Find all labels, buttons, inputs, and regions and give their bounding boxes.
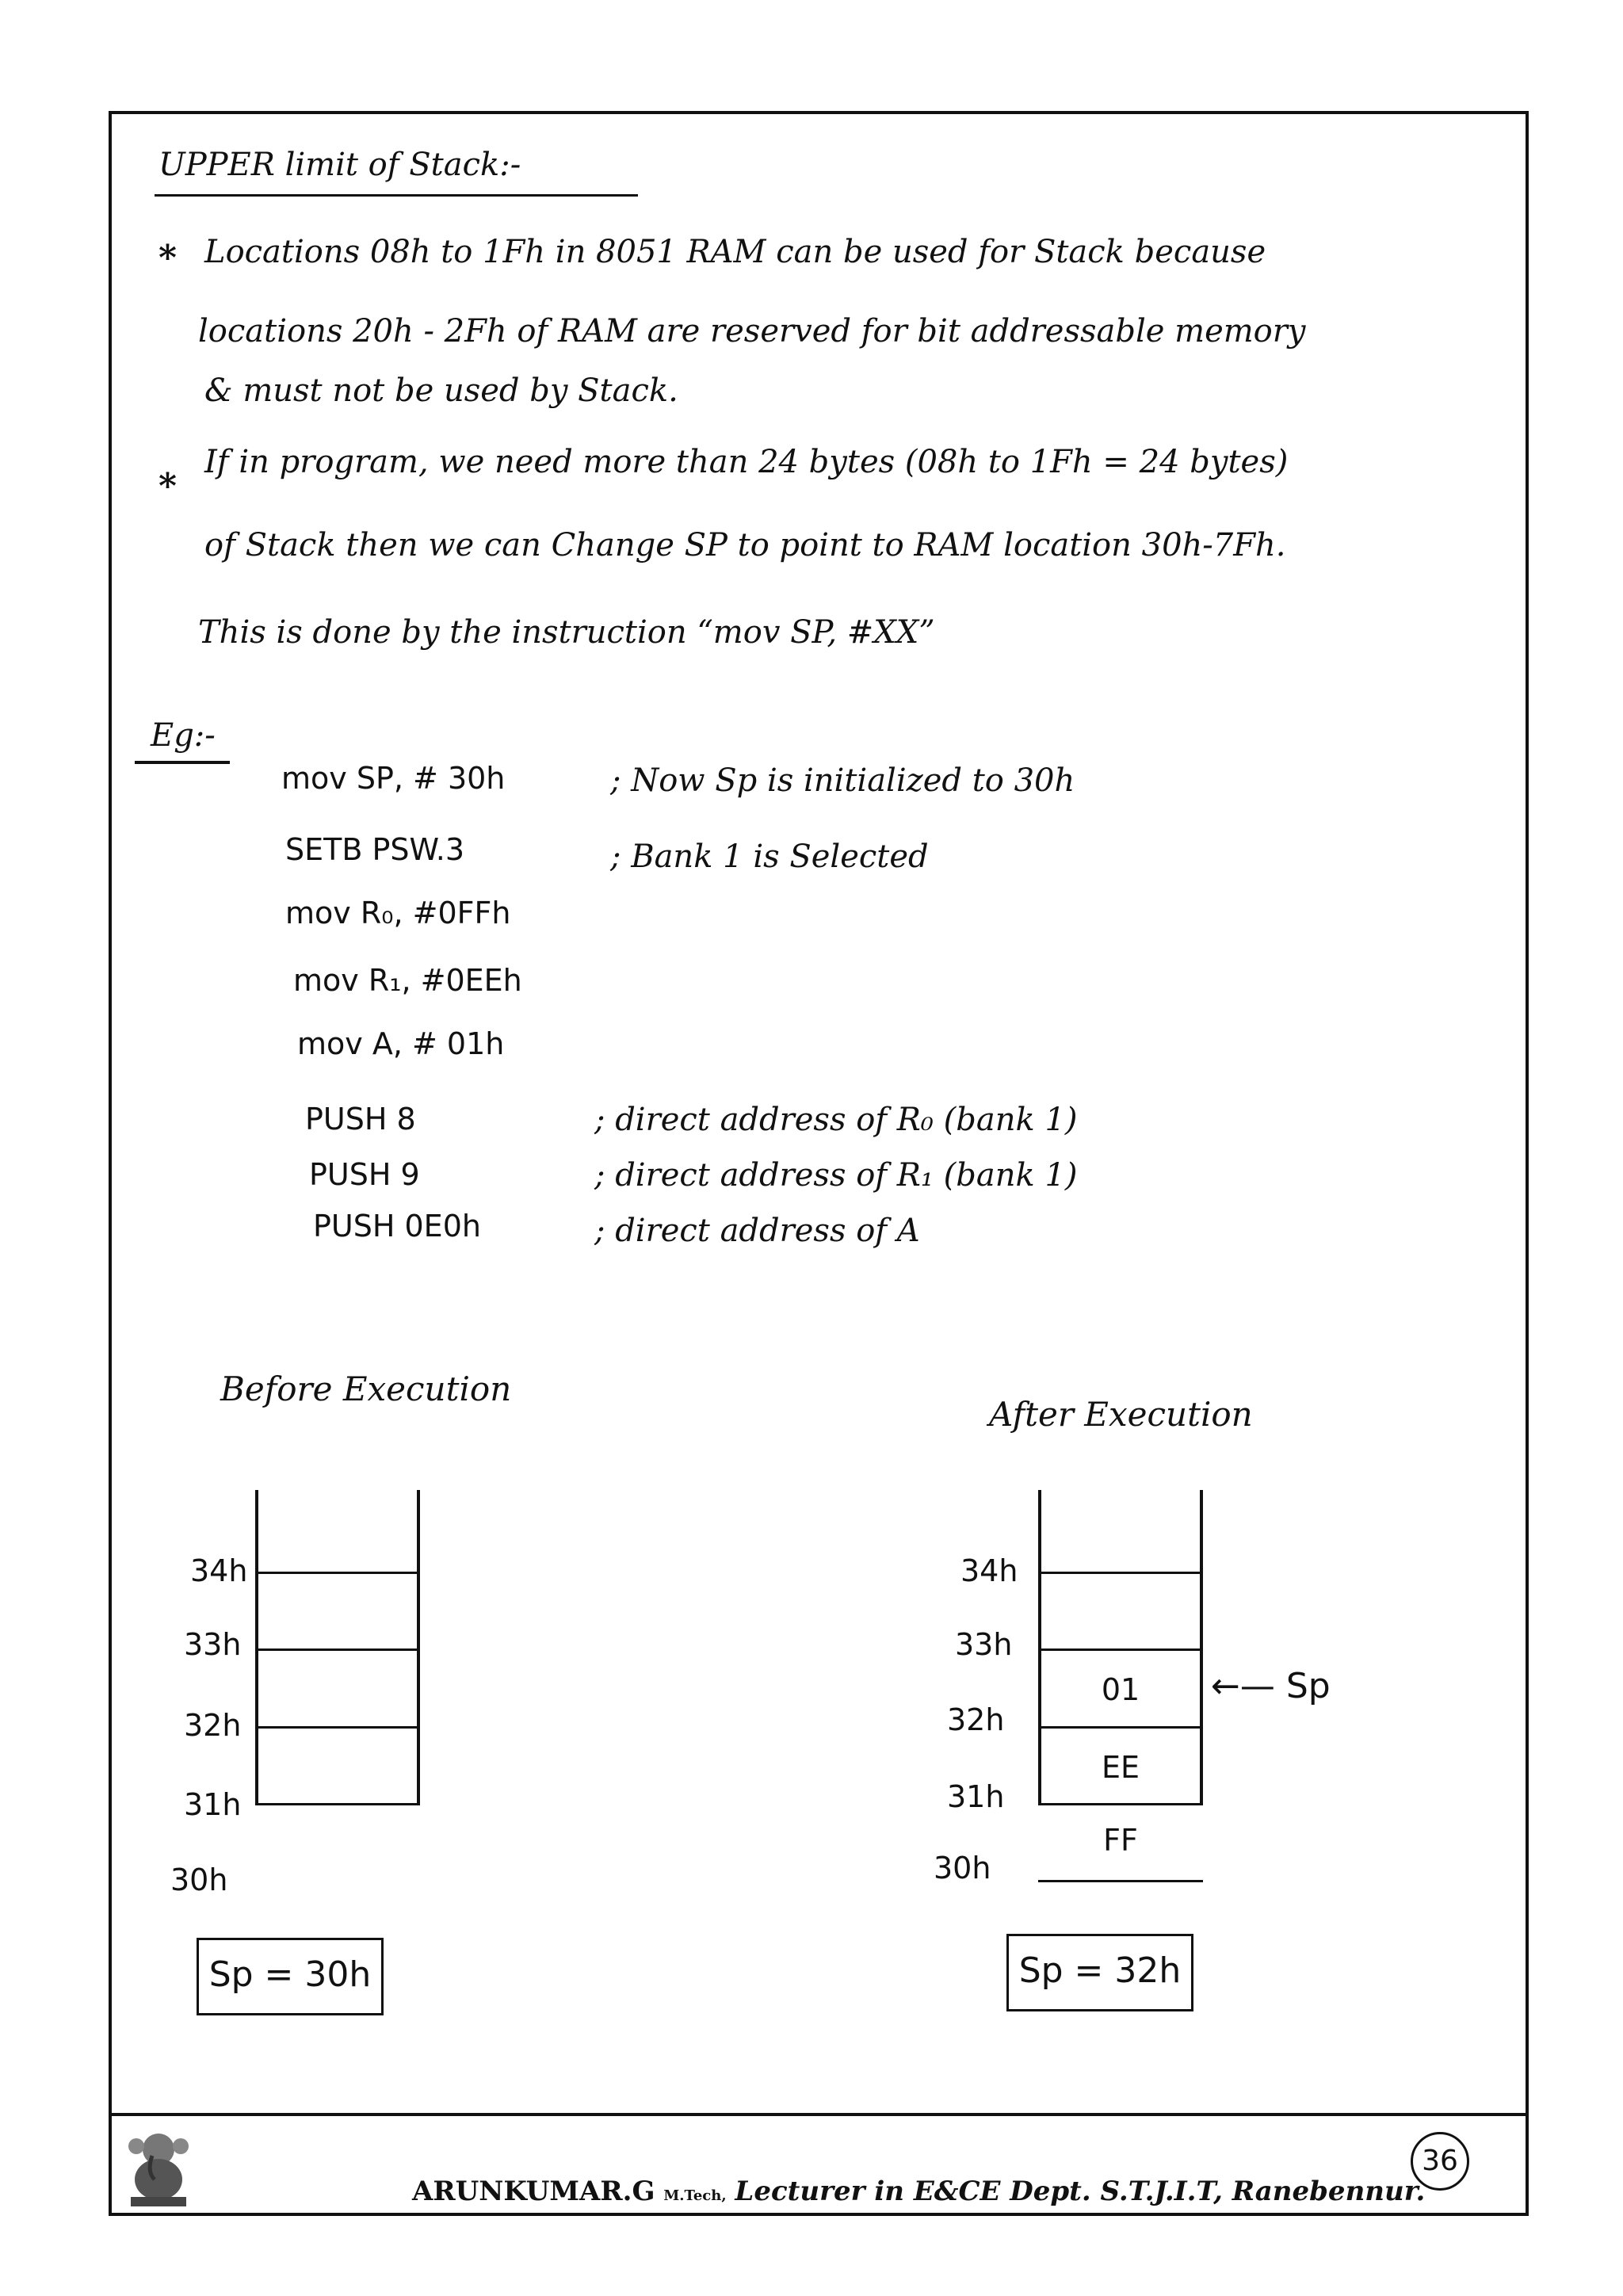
before-addr-33h: 33h [184, 1627, 242, 1662]
before-stack-walls [255, 1490, 420, 1804]
ganesha-icon [119, 2124, 198, 2211]
code-line-8: PUSH 0E0h [313, 1209, 481, 1244]
footer-divider [109, 2113, 1529, 2116]
before-title: Before Execution [220, 1370, 512, 1408]
bullet-1-line-2: locations 20h - 2Fh of RAM are reserved for bit addressable memory [198, 313, 1306, 350]
before-sp-box: Sp = 30h [197, 1938, 384, 2015]
code-comment-2: ; Bank 1 is Selected [610, 839, 929, 875]
example-label: Eg:- [151, 717, 216, 754]
after-cell-border [1038, 1880, 1203, 1882]
code-line-6: PUSH 8 [305, 1102, 416, 1137]
bullet-2-line-1: If in program, we need more than 24 bytes (08h to 1Fh = 24 bytes) [204, 444, 1289, 480]
code-line-2: SETB PSW.3 [285, 832, 464, 867]
code-comment-6: ; direct address of R₀ (bank 1) [594, 1102, 1078, 1138]
code-line-1: mov SP, # 30h [281, 761, 506, 796]
after-cell-31h: EE [1101, 1750, 1140, 1785]
code-line-3: mov R₀, #0FFh [285, 896, 511, 930]
bullet-1-line-3: & must not be used by Stack. [204, 372, 678, 409]
page-title: UPPER limit of Stack:- [158, 147, 521, 183]
title-underline [155, 194, 638, 197]
after-addr-34h: 34h [960, 1553, 1018, 1588]
code-comment-7: ; direct address of R₁ (bank 1) [594, 1157, 1078, 1194]
bullet-2-line-2: of Stack then we can Change SP to point to RAM location 30h-7Fh. [204, 527, 1286, 563]
author-role: Lecturer in E&CE Dept. S.T.J.I.T, Ranebennur. [735, 2176, 1426, 2207]
before-addr-34h: 34h [190, 1553, 248, 1588]
after-addr-31h: 31h [947, 1779, 1005, 1814]
code-comment-8: ; direct address of A [594, 1213, 920, 1249]
after-addr-33h: 33h [955, 1627, 1013, 1662]
after-cell-30h: FF [1103, 1823, 1138, 1858]
sp-pointer-arrow: ←— Sp [1211, 1666, 1331, 1706]
code-line-5: mov A, # 01h [297, 1026, 505, 1061]
author-degree: M.Tech, [663, 2187, 727, 2204]
code-comment-1: ; Now Sp is initialized to 30h [610, 762, 1075, 799]
after-addr-30h: 30h [934, 1851, 991, 1885]
after-cell-border [1038, 1726, 1203, 1729]
after-cell-border [1038, 1803, 1203, 1805]
example-underline [135, 761, 230, 764]
code-line-7: PUSH 9 [309, 1157, 420, 1192]
author-name: ARUNKUMAR.G [412, 2176, 655, 2207]
after-cell-border [1038, 1572, 1203, 1574]
after-title: After Execution [989, 1395, 1253, 1434]
after-cell-32h: 01 [1101, 1672, 1140, 1707]
after-sp-box: Sp = 32h [1006, 1934, 1193, 2011]
bullet-2-line-3: This is done by the instruction “mov SP, #XX” [198, 614, 935, 651]
after-cell-border [1038, 1648, 1203, 1651]
bullet-1-line-1: Locations 08h to 1Fh in 8051 RAM can be used for Stack because [204, 234, 1266, 270]
before-addr-30h: 30h [170, 1862, 228, 1897]
footer-credit [412, 2176, 1425, 2207]
page-number: 36 [1411, 2132, 1469, 2191]
code-line-4: mov R₁, #0EEh [293, 963, 522, 998]
bullet-star-2: * [158, 466, 178, 506]
before-addr-31h: 31h [184, 1787, 242, 1822]
before-addr-32h: 32h [184, 1708, 242, 1743]
after-addr-32h: 32h [947, 1702, 1005, 1737]
author-logo [119, 2124, 198, 2211]
bullet-star-1: * [158, 238, 178, 278]
